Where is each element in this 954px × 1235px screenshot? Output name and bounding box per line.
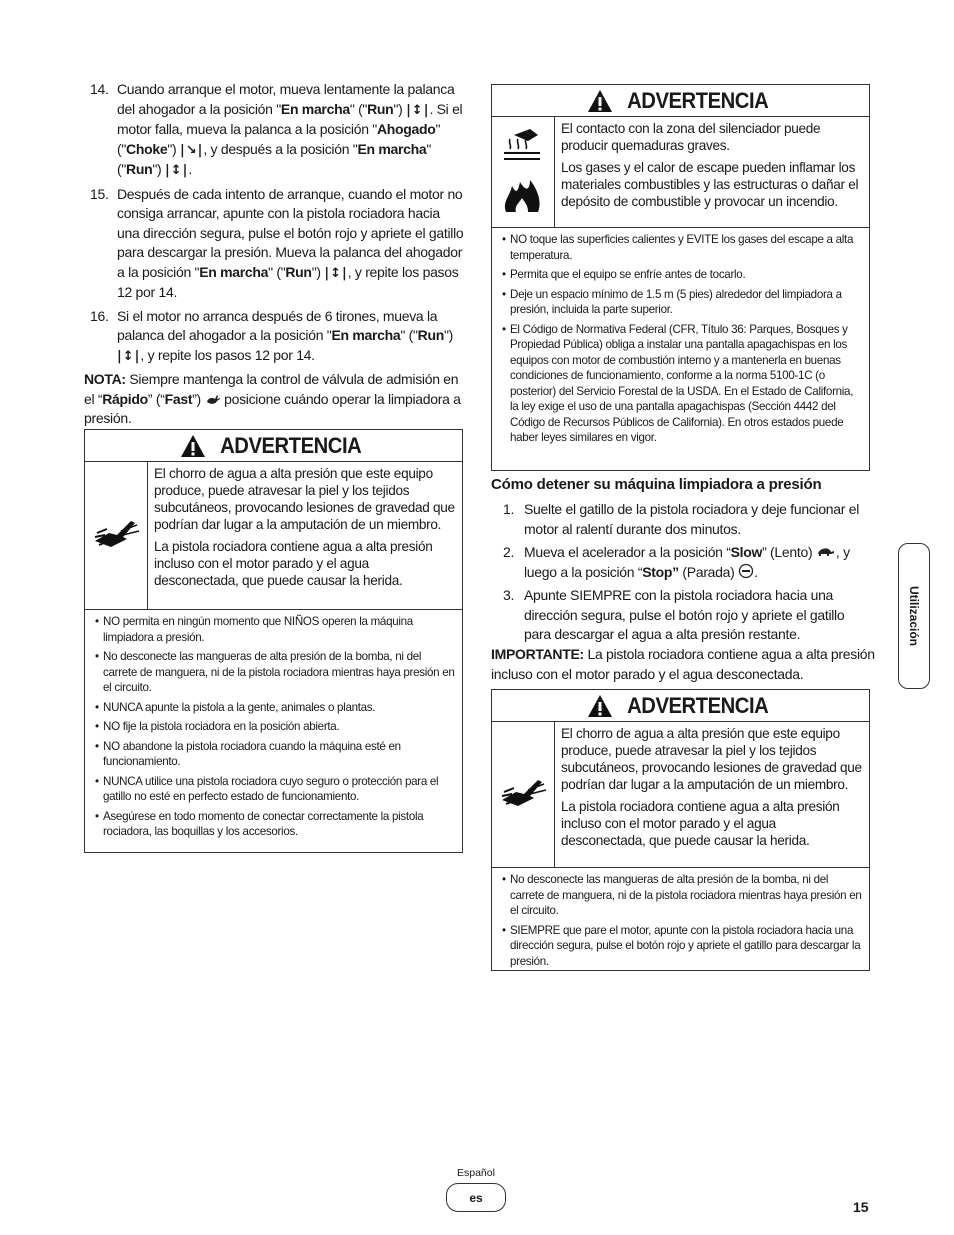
page-number: 15: [853, 1199, 869, 1215]
warning-para: El contacto con la zona del silenciador puede producir quemaduras graves.: [561, 121, 821, 153]
warning-triangle-icon: [587, 694, 613, 718]
warning-bullets: [492, 228, 869, 456]
warning-box-burn: [491, 84, 870, 471]
step-15: [84, 185, 464, 303]
warning-para: La pistola rociadora contiene agua a alta presión incluso con el motor parado y el agua desconectada, que puede causar la herida.: [154, 539, 433, 588]
list-item: • Permita que el equipo se enfríe antes de tocarlo.: [502, 268, 746, 281]
rabbit-icon: [205, 392, 221, 406]
warning-box-injection: [84, 429, 463, 853]
section-heading: Cómo detener su máquina limpiadora a presión: [491, 476, 822, 493]
list-item: • El Código de Normativa Federal (CFR, Título 36: Parques, Bosques y Propiedad Pública) obliga a instalar una pantalla apagachispas en los equipos con motor de combustión interno y a mantenerla en buenas condiciones de funcionamiento, conforme a la norma 5100-1C (o posterior) del Servicio Forestal de la USDA. En el Estado de California, la ley exige el uso de una pantalla apagachispas (Sección 4442 del Código de Recursos Públicos de California). En otros estados puede haber leyes similares en vigor.: [502, 322, 854, 444]
list-item: • No desconecte las mangueras de alta presión de la bomba, ni del carrete de manguera, ni de la pistola rociadora mientras haya presión en el circuito.: [95, 650, 455, 694]
warning-header: [492, 690, 869, 722]
warning-para: El chorro de agua a alta presión que este equipo produce, puede atravesar la piel y los tejidos subcutáneos, provocando lesiones de gravedad que podrían dar lugar a la amputación de un miembro.: [561, 726, 862, 792]
step-number: 16.: [90, 307, 109, 324]
warning-box-injection-stop: [491, 689, 870, 971]
step-16: [84, 307, 464, 367]
list-item: • NO toque las superficies calientes y EVITE los gases del escape a alta temperatura.: [502, 233, 854, 262]
list-item: • NUNCA utilice una pistola rociadora cuyo seguro o protección para el gatillo no esté en perfecto estado de funcionamiento.: [95, 774, 439, 803]
run-icon: |↕|: [117, 348, 141, 364]
warning-text: [555, 722, 869, 867]
list-item: • SIEMPRE que pare el motor, apunte con la pistola rociadora hacia una dirección segura, pulse el botón rojo y apriete el gatillo para descargar la presión.: [502, 923, 861, 968]
importante-paragraph: IMPORTANTE: La pistola rociadora contiene agua a alta presión incluso con el motor parado y el agua desconectada.: [491, 646, 875, 682]
stop-icon: [738, 563, 754, 579]
run-icon: |↕|: [324, 265, 348, 281]
list-item: • Asegúrese en todo momento de conectar correctamente la pistola rociadora, las boquillas y los accesorios.: [95, 809, 424, 838]
warning-triangle-icon: [180, 434, 206, 458]
stop-step-1: 1. Suelte el gatillo de la pistola rociadora y deje funcionar el motor al ralentí durante dos minutos.: [503, 501, 860, 537]
step-14: [84, 80, 464, 181]
start-steps: [84, 80, 464, 429]
section-side-tab: [898, 543, 930, 689]
step-number: 15.: [90, 185, 109, 202]
warning-body: [492, 117, 869, 228]
side-tab-label: Utilización: [907, 585, 922, 647]
language-label: Español: [457, 1167, 495, 1179]
step-text: Cuando arranque el motor, mueva lentamente la palanca del ahogador a la posición "En marcha" ("Run") |↕|. Si el motor falla, mueva la palanca a la posición "Ahogado" ("Choke") |↘|, y después a la posición "En marcha" ("Run") |↕|.: [117, 80, 464, 181]
warning-title: ADVERTENCIA: [219, 432, 362, 458]
warning-header: [492, 85, 869, 117]
stop-step-2: 2. Mueva el acelerador a la posición “Slow” (Lento) , y luego a la posición “Stop” (Parada) .: [503, 544, 850, 580]
warning-para: Los gases y el calor de escape pueden inflamar los materiales combustibles y las estructuras o dañar el depósito de combustible y provocar un incendio.: [561, 160, 859, 209]
warning-text: [555, 117, 869, 227]
warning-para: La pistola rociadora contiene agua a alta presión incluso con el motor parado y el agua desconectada, que puede causar la herida.: [561, 799, 840, 848]
step-text: Después de cada intento de arranque, cuando el motor no consiga arrancar, apunte con la pistola rociadora hacia una dirección segura, pulse el botón rojo y apriete el gatillo para descargar la presión. Mueva la palanca del ahogador a la posición "En marcha" ("Run") |↕|, y repite los pasos 12 por 14.: [117, 185, 464, 300]
hand-injection-icon: [91, 513, 141, 558]
warning-body: [85, 462, 462, 610]
warning-bullets: [492, 868, 869, 979]
warning-bullets: [85, 610, 462, 850]
stop-steps: [491, 500, 871, 649]
choke-icon: |↘|: [179, 142, 204, 158]
language-badge: es: [446, 1183, 506, 1212]
list-item: • Deje un espacio mínimo de 1.5 m (5 pies) alrededor del limpiadora a presión, incluida la parte superior.: [502, 287, 842, 316]
warning-text: [148, 462, 462, 609]
list-item: • NUNCA apunte la pistola a la gente, animales o plantas.: [95, 700, 376, 714]
warning-body: [492, 722, 869, 868]
warning-icon-cell: [492, 117, 555, 227]
list-item: • NO abandone la pistola rociadora cuando la máquina esté en funcionamiento.: [95, 739, 401, 768]
run-icon: |↕|: [406, 102, 430, 118]
warning-icon-cell: [492, 722, 555, 867]
step-text: Si el motor no arranca después de 6 tirones, mueva la palanca del ahogador a la posición "En marcha" ("Run") |↕|, y repite los pasos 12 por 14.: [117, 307, 464, 367]
warning-icon-cell: [85, 462, 148, 609]
warning-title: ADVERTENCIA: [626, 87, 769, 113]
fire-icon: [500, 174, 546, 219]
warning-para: El chorro de agua a alta presión que este equipo produce, puede atravesar la piel y los tejidos subcutáneos, provocando lesiones de gravedad que podrían dar lugar a la amputación de un miembro.: [154, 466, 455, 532]
stop-step-3: 3. Apunte SIEMPRE con la pistola rociadora hacia una dirección segura, pulse el botón rojo y apriete el gatillo para descargar el agua a alta presión restante.: [503, 587, 845, 642]
warning-header: [85, 430, 462, 462]
warning-triangle-icon: [587, 89, 613, 113]
warning-title: ADVERTENCIA: [626, 692, 769, 718]
list-item: • NO fije la pistola rociadora en la posición abierta.: [95, 720, 340, 733]
list-item: • NO permita en ningún momento que NIÑOS operen la máquina limpiadora a presión.: [95, 615, 413, 644]
run-icon: |↕|: [165, 163, 189, 178]
step-number: 14.: [90, 81, 109, 97]
nota-paragraph: NOTA: Siempre mantenga la control de válvula de admisión en el “Rápido” (“Fast”) posicione cuándo operar la limpiadora a presión.: [84, 371, 461, 426]
hot-surface-icon: [500, 125, 546, 168]
turtle-icon: [816, 543, 836, 555]
hand-injection-icon: [498, 772, 548, 817]
list-item: • No desconecte las mangueras de alta presión de la bomba, ni del carrete de manguera, ni de la pistola rociadora mientras haya presión en el circuito.: [502, 873, 862, 917]
